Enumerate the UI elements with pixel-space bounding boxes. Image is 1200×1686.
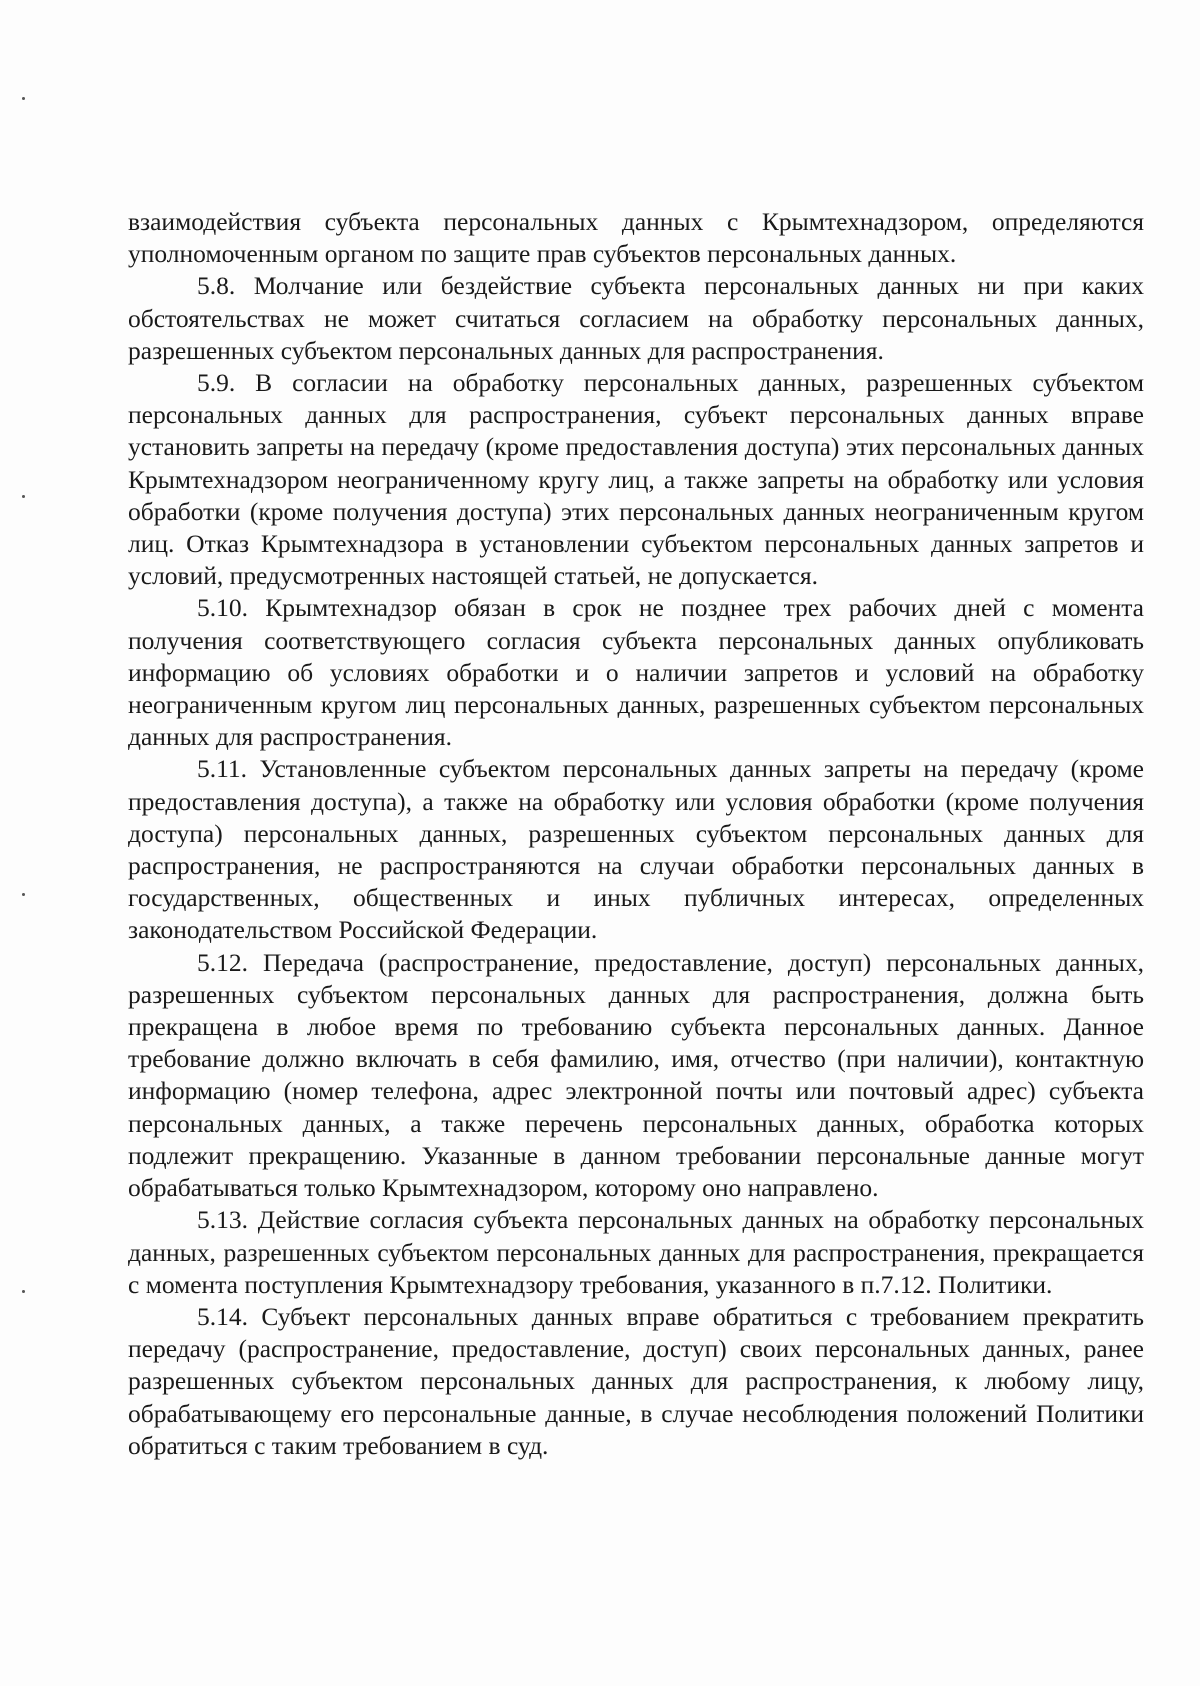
paragraph-5-11: 5.11. Установленные субъектом персональных данных запреты на передачу (кроме предоставления доступа), а также на обработку или условия обработки (кроме получения доступа) персональных данных, разрешенных субъектом персональных данных для распространения, не распространяются на случаи обработки персональных данных в государственных, общественных и иных публичных интересах, определенных законодательством Российской Федерации. [128, 754, 1144, 945]
scan-speck [22, 97, 25, 100]
paragraph-5-9: 5.9. В согласии на обработку персональных данных, разрешенных субъектом персональных данных для распространения, субъект персональных данных вправе установить запреты на передачу (кроме предоставления доступа) этих персональных данных Крымтехнадзором неограниченному кругу лиц, а также запреты на обработку или условия обработки (кроме получения доступа) этих персональных данных неограниченным кругом лиц. Отказ Крымтехнадзора в установлении субъектом персональных данных запретов и условий, предусмотренных настоящей статьей, не допускается. [128, 368, 1144, 591]
paragraph-intro-continuation: взаимодействия субъекта персональных данных с Крымтехнадзором, определяются уполномоченным органом по защите прав субъектов персональных данных. [128, 207, 1144, 269]
scan-speck [22, 893, 25, 896]
paragraph-5-12: 5.12. Передача (распространение, предоставление, доступ) персональных данных, разрешенных субъектом персональных данных для распространения, должна быть прекращена в любое время по требованию субъекта персональных данных. Данное требование должно включать в себя фамилию, имя, отчество (при наличии), контактную информацию (номер телефона, адрес электронной почты или почтовый адрес) субъекта персональных данных, а также перечень персональных данных, обработка которых подлежит прекращению. Указанные в данном требовании персональные данные могут обрабатываться только Крымтехнадзором, которому оно направлено. [128, 947, 1144, 1203]
document-body [128, 206, 1144, 1462]
scan-speck [22, 495, 25, 498]
paragraph-5-13: 5.13. Действие согласия субъекта персональных данных на обработку персональных данных, разрешенных субъектом персональных данных для распространения, прекращается с момента поступления Крымтехнадзору требования, указанного в п.7.12. Политики. [128, 1205, 1144, 1299]
paragraph-5-10: 5.10. Крымтехнадзор обязан в срок не позднее трех рабочих дней с момента получения соответствующего согласия субъекта персональных данных опубликовать информацию об условиях обработки и о наличии запретов и условий на обработку неограниченным кругом лиц персональных данных, разрешенных субъектом персональных данных для распространения. [128, 593, 1144, 752]
paragraph-5-14: 5.14. Субъект персональных данных вправе обратиться с требованием прекратить передачу (распространение, предоставление, доступ) своих персональных данных, ранее разрешенных субъектом персональных данных для распространения, к любому лицу, обрабатывающему его персональные данные, в случае несоблюдения положений Политики обратиться с таким требованием в суд. [128, 1301, 1144, 1460]
paragraph-5-8: 5.8. Молчание или бездействие субъекта персональных данных ни при каких обстоятельствах не может считаться согласием на обработку персональных данных, разрешенных субъектом персональных данных для распространения. [128, 271, 1144, 365]
scan-speck [22, 1290, 25, 1293]
